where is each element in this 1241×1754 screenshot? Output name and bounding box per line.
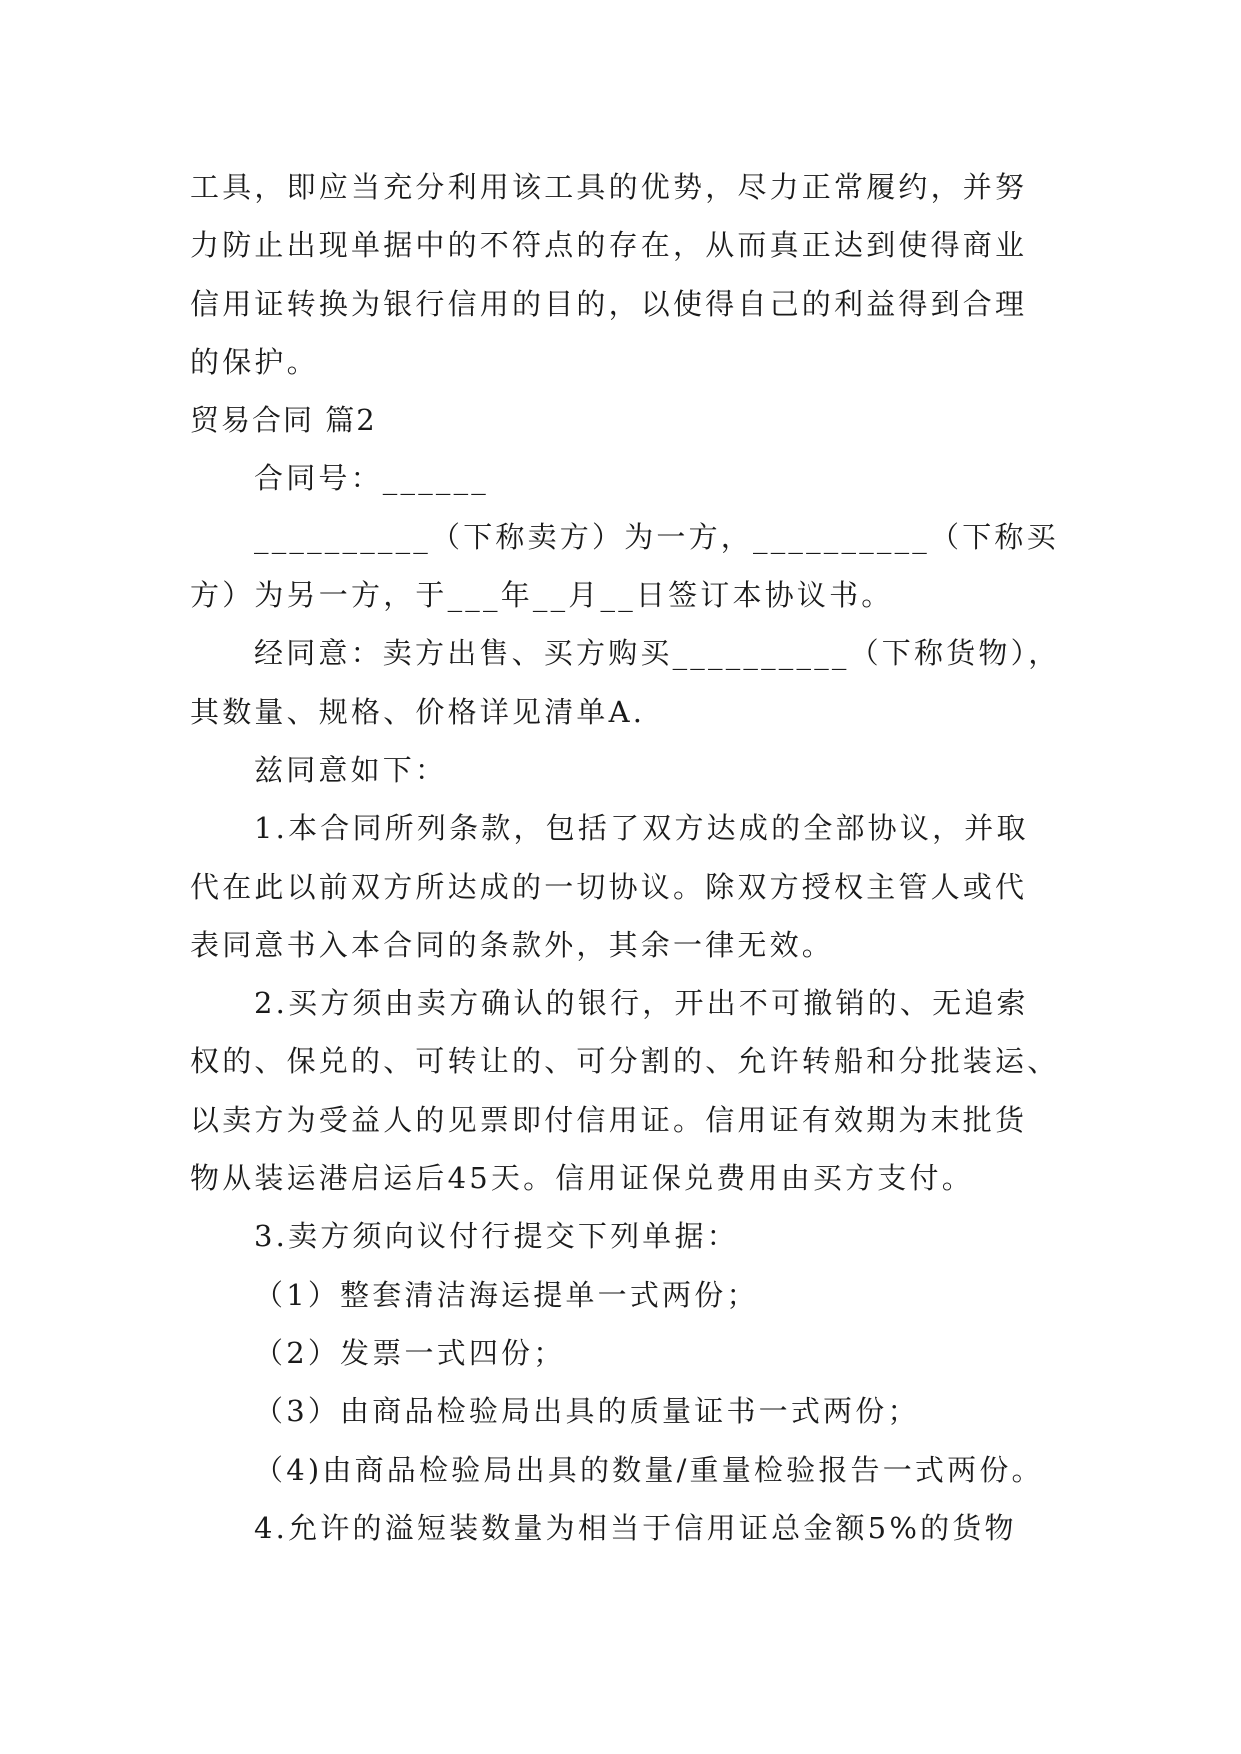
text-line: 其数量、规格、价格详见清单A. — [190, 694, 646, 729]
text-line: 方）为另一方，于___年__月__日签订本协议书。 — [190, 578, 894, 613]
list-item: （4)由商品检验局出具的数量/重量检验报告一式两份。 — [254, 1452, 1044, 1487]
text-line: 权的、保兑的、可转让的、可分割的、允许转船和分批装运、 — [190, 1044, 1060, 1079]
text-line: 力防止出现单据中的不符点的存在，从而真正达到使得商业 — [190, 228, 1028, 263]
clause-2: 2.买方须由卖方确认的银行，开出不可撤销的、无追索 — [254, 986, 1029, 1021]
text-line: 以卖方为受益人的见票即付信用证。信用证有效期为末批货 — [190, 1102, 1028, 1137]
document-body — [190, 158, 1061, 1557]
text-line: 工具，即应当充分利用该工具的优势，尽力正常履约，并努 — [190, 170, 1028, 204]
text-line: __________（下称卖方）为一方，__________（下称买 — [254, 519, 1059, 554]
text-line: 信用证转换为银行信用的目的，以使得自己的利益得到合理 — [190, 286, 1028, 321]
list-item: （3）由商品检验局出具的质量证书一式两份； — [254, 1394, 920, 1429]
text-line: 代在此以前双方所达成的一切协议。除双方授权主管人或代 — [190, 869, 1028, 904]
text-line: 经同意：卖方出售、买方购买__________（下称货物）， — [254, 636, 1061, 671]
text-line: 兹同意如下： — [254, 752, 448, 787]
text-line: 物从装运港启运后45天。信用证保兑费用由买方支付。 — [190, 1161, 974, 1196]
list-item: （2）发票一式四份； — [254, 1335, 566, 1370]
clause-1: 1.本合同所列条款，包括了双方达成的全部协议，并取 — [254, 811, 1029, 846]
clause-4: 4.允许的溢短装数量为相当于信用证总金额5%的货物 — [254, 1510, 1017, 1545]
list-item: （1）整套清洁海运提单一式两份； — [254, 1277, 759, 1312]
text-line: 的保护。 — [190, 344, 319, 379]
clause-3: 3.卖方须向议付行提交下列单据： — [254, 1219, 739, 1254]
text-line: 表同意书入本合同的条款外，其余一律无效。 — [190, 927, 835, 962]
section-heading: 贸易合同 篇2 — [190, 403, 377, 438]
contract-number-line: 合同号：______ — [254, 461, 490, 496]
